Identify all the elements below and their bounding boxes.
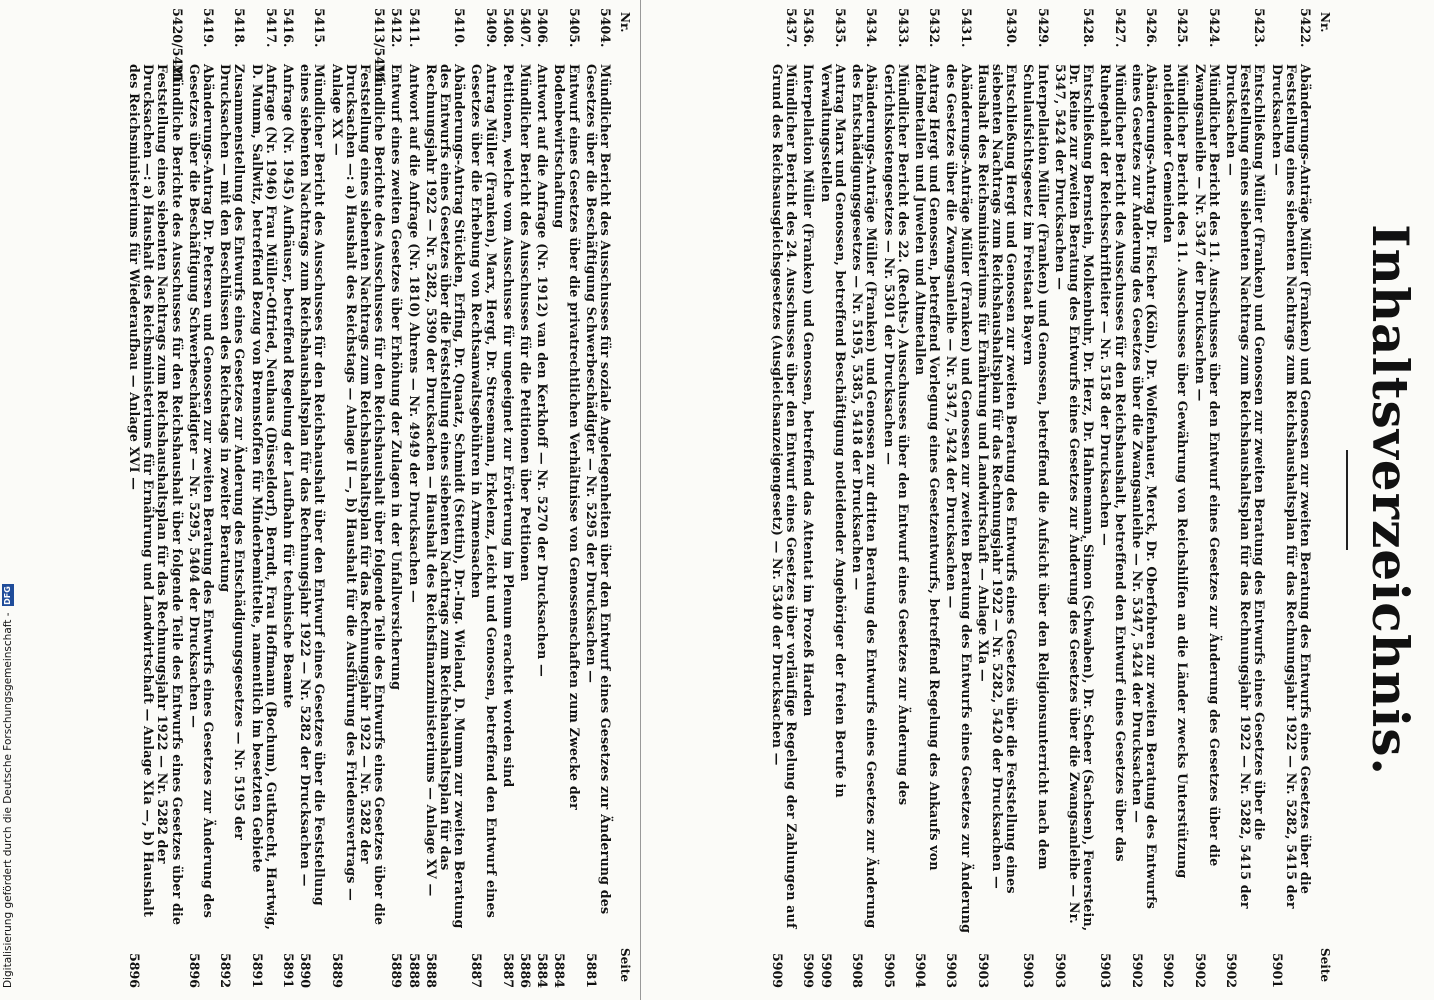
entry-page: 5896 [126,952,142,988]
entry-text: Mündlicher Bericht des 11. Ausschusses über Gewährung von Reichshilfen an die Länder zwecks Unterstützung notleidender Gemeinden [1161,64,1191,879]
entry-number: 5417. [263,8,279,48]
toc-entry [1192,8,1220,988]
entry-text: Entschließung Bernstein, Molkenbuhr, Dr. Herz, Dr. Hahnemann, Simon (Schwaben), Dr. Scheer (Sachsen), Feuerstein, Dr. Reine zur zweiten Beratung des Entwurfs eines Gesetzes zur Änderung des Gesetzes über die Zwangsanleihe — Nr. 5347, 5424 der Drucksachen — [1052,64,1097,932]
toc-entry [801,8,815,988]
entry-page: 5909 [818,952,834,988]
dfg-logo: DFG [3,586,12,605]
entry-text: Mündlicher Bericht des 24. Ausschusses über den Entwurf eines Gesetzes über vorläufige Regelung der Zahlungen auf Grund des Reichsausgleichsgesetzes (Ausgleichsanzeigengesetz) — Nr. 5340 der Drucksachen — [770,64,800,929]
entry-number: 5413/5414. [372,8,388,88]
entry-number: 5428. [1081,8,1097,48]
entry-page: 5902 [1129,952,1145,988]
entry-number: 5434. [864,8,880,48]
entry-text: Interpellation Müller (Franken) und Genossen, betreffend die Aufsicht über den Religionsunterricht nach dem Schulaufsichtsgesetz im Freistaat Bayern [1021,64,1051,870]
column-header-nr: Nr. [1318,12,1332,33]
entry-number: 5409. [483,8,499,48]
entry-page: 5903 [1098,952,1114,988]
column-header-seite: Seite [618,947,632,982]
toc-entries [770,8,1312,988]
column-header [612,8,634,988]
toc-entry [819,8,847,988]
entry-page: 5902 [1161,952,1177,988]
entry-text: Entschließung Müller (Franken) und Genossen zur zweiten Beratung des Entwurfs eines Gesetzes über die Feststellung eines siebenten Nachtrags zum Reichshaushaltsplan für das Rechnungsjahr 1922 — Nr. 5282, 5415 der Drucksachen — [1223,64,1268,909]
entry-number: 5416. [280,8,296,48]
entry-number: 5430. [1004,8,1020,48]
entry-text: Mündlicher Bericht des Ausschusses für den Reichshaushalt, betreffend den Entwurf eines Gesetzes über das Ruhegehalt der Reichsschriftleiter — Nr. 5158 der Drucksachen — [1098,64,1128,862]
entry-page: 5884 [552,952,568,988]
entry-number: 5412. [389,8,405,48]
entry-text: Abänderungs-Anträge Müller (Franken) und Genossen zur dritten Beratung des Entwurfs eines Gesetzes zur Änderung des Entschädigungsgesetzes — Nr. 5195, 5385, 5418 der Drucksachen — [850,64,880,929]
entry-page: 5891 [280,952,296,988]
toc-column-left [4,8,634,988]
entry-text: Entwurf eines Gesetzes über die privatrechtlichen Verhältnisse von Genossenschaften zum Zwecke der Bodenbewirtschaftung [552,64,582,810]
toc-entry [913,8,941,988]
entry-number: 5419. [200,8,216,48]
toc-entry [389,8,403,988]
entry-page: 5884 [535,952,551,988]
toc-entry [187,8,215,988]
entry-number: 5426. [1143,8,1159,48]
toc-entry [127,8,184,988]
entry-number: 5406. [535,8,551,48]
toc-entry [1269,8,1312,988]
toc-column-right [644,8,1334,988]
entry-text: Antwort auf die Anfrage (Nr. 1912) van den Kerkhoff — Nr. 5270 der Drucksachen — [535,64,551,677]
entry-number: 5424. [1206,8,1222,48]
entry-text: Abänderungs-Antrag Dr. Fischer (Köln), Dr. Wolfenhauer, Merck, Dr. Oberfohren zur zweiten Beratung des Entwurfs eines Gesetzes zur Änderung des Gesetzes über die Zwangsanleihe — Nr. 5347, 5424 der Drucksachen — [1129,64,1159,910]
toc-entry [1053,8,1096,988]
entry-page: 5881 [583,952,599,988]
entry-page: 5903 [1052,952,1068,988]
entry-page: 5888 [406,952,422,988]
entry-text: Abänderungs-Anträge Müller (Franken) und Genossen zur zweiten Beratung des Entwurfs eines Gesetzes zur Änderung des Gesetzes über die Zwangsanleihe — Nr. 5347, 5424 der Drucksachen — [944,64,974,934]
entry-number: 5435. [832,8,848,48]
entry-number: 5410. [452,8,468,48]
entry-number: 5405. [566,8,582,48]
entry-number: 5418. [232,8,248,48]
entry-page: 5889 [389,952,405,988]
entry-page: 5903 [975,952,991,988]
entry-text: Mündlicher Bericht des 22. (Rechts-) Ausschusses über den Entwurf eines Gesetzes zur Änderung des Gerichtskostengesetzes — Nr. 5301 der Drucksachen — [881,64,911,806]
entry-page: 5904 [912,952,928,988]
toc-entry [1224,8,1267,988]
toc-entry [1161,8,1189,988]
toc-entry [770,8,798,988]
entry-number: 5437. [784,8,800,48]
entry-text: Mündlicher Bericht des Ausschusses für den Reichshaushalt über den Entwurf eines Gesetzes über die Feststellung eines siebenten Nachtrags zum Reichshaushaltsplan für das Rechnungsjahr 1922 — Nr. 5282 der Drucksachen — [298,64,328,906]
toc-entries [127,8,612,988]
toc-entry [881,8,909,988]
entry-page: 5887 [469,952,485,988]
toc-entry [469,8,497,988]
entry-text: Antrag Müller (Franken), Marx, Hergt, Dr. Stresemann, Erkelenz, Leicht und Genossen, betreffend den Entwurf eines Gesetzes über die Erhebung von Rechtsanwaltsgebühren in Armensachen [469,64,499,918]
toc-entry [281,8,295,988]
toc-entry [1130,8,1158,988]
column-header [1312,8,1334,988]
entry-number: 5407. [517,8,533,48]
entry-number: 5427. [1112,8,1128,48]
entry-number: 5411. [406,8,422,48]
column-header-seite: Seite [1318,947,1332,982]
entry-page: 5890 [298,952,314,988]
entry-text: Abänderungs-Antrag Dr. Petersen und Genossen zur zweiten Beratung des Entwurfs eines Gesetzes zur Änderung des Gesetzes über die Beschäftigung Schwerbeschädigter — Nr. 5295, 5404 der Drucksachen — [186,64,216,919]
toc-entry [850,8,878,988]
toc-entry [329,8,386,988]
entry-page: 5909 [801,952,817,988]
entry-text: Mündlicher Bericht des Ausschusses für die Petitionen über Petitionen [517,64,533,582]
toc-entry [944,8,972,988]
entry-text: Mündlicher Bericht des Ausschusses für soziale Angelegenheiten über den Entwurf eines Gesetzes zur Änderung des Gesetzes über die Beschäftigung Schwerbeschädigter — Nr. 5295 der Drucksachen — [583,64,613,915]
toc-entry [298,8,326,988]
entry-page: 5905 [881,952,897,988]
footer-text: Digitalisierung gefördert durch die Deutsche Forschungsgemeinschaft - [2,612,14,988]
entry-page: 5886 [517,952,533,988]
toc-entry [535,8,549,988]
entry-number: 5408. [500,8,516,48]
entry-text: Mündliche Berichte des Ausschusses für den Reichshaushalt über folgende Teile des Entwurfs eines Gesetzes über die Feststellung eines siebenten Nachtrags zum Reichshaushaltsplan für das Rechnungsjahr 1922 — Nr. 5282 der Drucksachen —: a) Haushalt des Reichsministeriums für Ernährung und Landwirtschaft — Anlage XIa —, b) Haushalt des Reichsministeriums für Wiederaufbau — Anlage XVI — [126,64,185,926]
entry-page: 5908 [850,952,866,988]
entry-number: 5431. [958,8,974,48]
entry-number: 5436. [801,8,817,48]
entry-text: Mündlicher Bericht des 11. Ausschusses über den Entwurf eines Gesetzes zur Änderung des Gesetzes über die Zwangsanleihe — Nr. 5347 der Drucksachen — [1192,64,1222,867]
entry-number: 5433. [895,8,911,48]
toc-entry [584,8,612,988]
entry-text: Abänderungs-Antrag Stücklen, Erfing, Dr. Quaatz, Schmidt (Stettin), Dr.-Ing. Wieland, D. Mumm zur zweiten Beratung des Entwurfs eines Gesetzes über die Feststellung eines siebenten Nachtrags zum Reichshaushaltsplan für das Rechnungsjahr 1922 — Nr. 5282, 5390 der Drucksachen — Haushalt des Reichsfinanzministeriums — Anlage XV — [423,64,468,929]
toc-entry [552,8,580,988]
entry-page: 5901 [1269,952,1285,988]
title-rule [1346,450,1348,550]
entry-page: 5902 [1192,952,1208,988]
entry-page: 5892 [218,952,234,988]
toc-entry [518,8,532,988]
entry-text: Abänderungs-Anträge Müller (Franken) und Genossen zur zweiten Beratung des Entwurfs eines Gesetzes über die Feststellung eines siebenten Nachtrags zum Reichshaushaltsplan für das Rechnungsjahr 1922 — Nr. 5282, 5415 der Drucksachen — [1269,64,1313,909]
entry-number: 5432. [927,8,943,48]
column-divider [640,0,641,1000]
entry-number: 5420/5421. [169,8,185,88]
entry-text: Antrag Hergt und Genossen, betreffend Vorlegung eines Gesetzentwurfs, betreffend Regelung des Ankaufs von Edelmetallen und Juwelen und Altmetallen [912,64,943,871]
entry-text: Antwort auf die Anfrage (Nr. 1810) Ahrens — Nr. 4949 der Drucksachen — [406,64,422,603]
entry-number: 5422. [1298,8,1313,48]
toc-entry [424,8,467,988]
entry-page: 5888 [423,952,439,988]
entry-text: Anfrage (Nr. 1946) Frau Müller-Otfried, Neuhaus (Düsseldorf), Berndt, Frau Hoffmann (Bochum), Gutknecht, Hartwig, D. Mumm, Sallwitz, betreffend Bezug von Brennstoffen für Minderbemittelte, namentlich im besetzten Gebiete [249,64,279,931]
toc-entry [406,8,420,988]
entry-text: Interpellation Müller (Franken) und Genossen, betreffend das Attentat im Prozeß Harden [801,64,817,717]
entry-page: 5889 [329,952,345,988]
entry-text: Anfrage (Nr. 1945) Aufhäuser, betreffend Regelung der Laufbahn für technische Beamte [280,64,296,709]
column-header-nr: Nr. [618,12,632,33]
entry-text: Entwurf eines zweiten Gesetzes über Erhöhung der Zulagen in der Unfallversicherung [389,64,405,691]
entry-number: 5404. [598,8,613,48]
page-title: Inhaltsverzeichnis. [1361,224,1420,776]
entry-page: 5902 [1223,952,1239,988]
entry-number: 5423. [1252,8,1268,48]
entry-text: Zusammenstellung des Entwurfs eines Gesetzes zur Änderung des Entschädigungsgesetzes — Nr. 5195 der Drucksachen — mit den Beschlüssen des Reichstags in zweiter Beratung [218,64,248,841]
entry-page: 5903 [1021,952,1037,988]
digitization-footer [0,0,16,1000]
toc-entry [249,8,277,988]
entry-number: 5415. [312,8,328,48]
entry-text: Mündliche Berichte des Ausschusses für den Reichshaushalt über folgende Teile des Entwurfs eines Gesetzes über die Feststellung eines siebenten Nachtrags zum Reichshaushaltsplan für das Rechnungsjahr 1922 — Nr. 5282 der Drucksachen —: a) Haushalt des Reichstags — Anlage II —, b) Haushalt für die Ausführung des Friedensvertrags — Anlage XX — [329,64,388,926]
entry-text: Petitionen, welche vom Ausschusse für ungeeignet zur Erörterung im Plenum erachtet worden sind [500,64,516,788]
entry-text: Antrag Marx und Genossen, betreffend Beschäftigung notleidender Angehöriger der freien Berufe in Verwaltungsstellen [818,64,848,798]
toc-entry [1021,8,1049,988]
toc-entry [1098,8,1126,988]
entry-number: 5429. [1035,8,1051,48]
entry-page: 5903 [944,952,960,988]
toc-entry [218,8,246,988]
entry-text: Entschließung Hergt und Genossen zur zweiten Beratung des Entwurfs eines Gesetzes über die Feststellung eines siebenten Nachtrags zum Reichshaushaltsplan für das Rechnungsjahr 1922 — Nr. 5282, 5420 der Drucksachen — Haushalt des Reichsministeriums für Ernährung und Landwirtschaft — Anlage XIa — [975,64,1020,894]
entry-page: 5909 [770,952,786,988]
entry-page: 5891 [249,952,265,988]
entry-number: 5425. [1175,8,1191,48]
entry-page: 5896 [186,952,202,988]
toc-entry [976,8,1019,988]
entry-page: 5887 [500,952,516,988]
toc-entry [501,8,515,988]
